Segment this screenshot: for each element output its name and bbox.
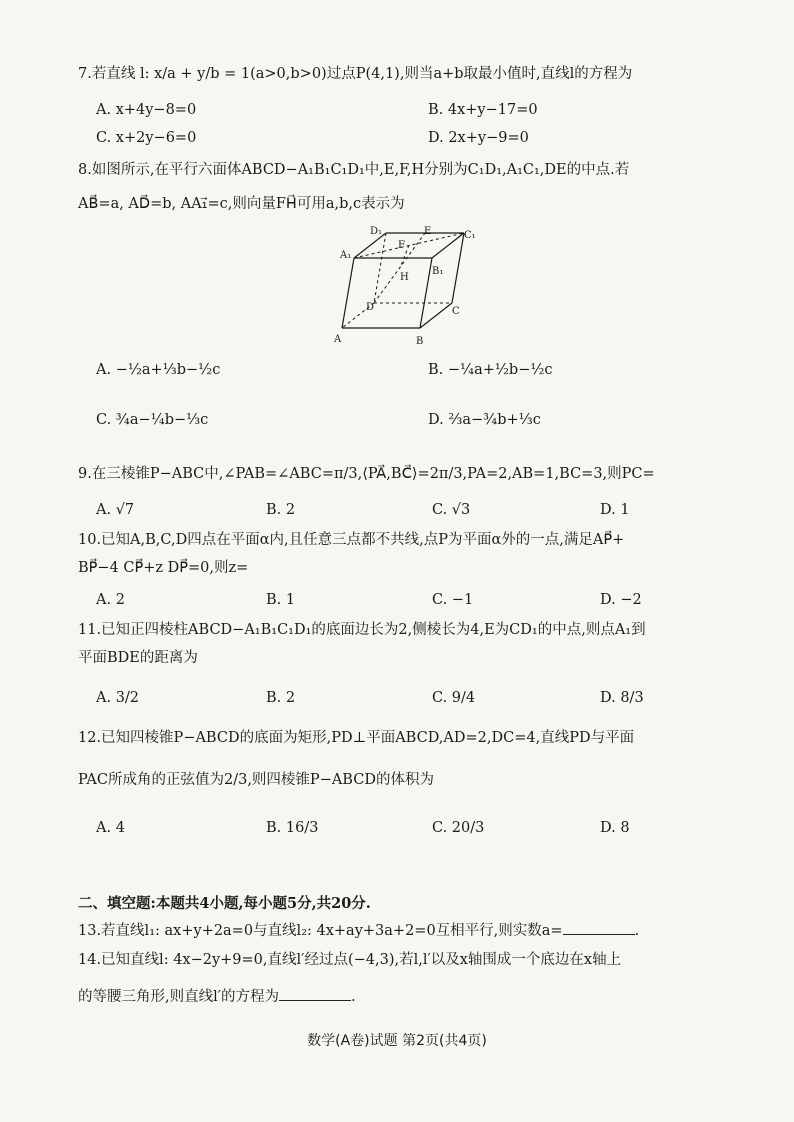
q13-answer-blank: [563, 920, 635, 935]
question-12-line1: 12.已知四棱锥P−ABCD的底面为矩形,PD⊥平面ABCD,AD=2,DC=4,直线PD与平面: [78, 730, 635, 746]
q10-option-a: A. 2: [96, 592, 125, 608]
label-e: E: [424, 226, 432, 237]
question-7-stem: 7.若直线 l: x/a + y/b = 1(a>0,b>0)过点P(4,1),则当a+b取最小值时,直线l的方程为: [78, 66, 633, 82]
question-13-text: 13.若直线l₁: ax+y+2a=0与直线l₂: 4x+ay+3a+2=0互相平行,则实数a=: [78, 923, 563, 939]
q8-option-c: C. ¾a−¼b−⅓c: [96, 412, 209, 428]
question-10-line2: BP⃗−4 CP⃗+z DP⃗=0,则z=: [78, 560, 249, 576]
q9-option-a: A. √7: [96, 502, 135, 518]
q12-option-c: C. 20/3: [432, 820, 485, 836]
q12-option-d: D. 8: [600, 820, 630, 836]
question-14-line1: 14.已知直线l: 4x−2y+9=0,直线l′经过点(−4,3),若l,l′以及x轴围成一个底边在x轴上: [78, 952, 622, 968]
question-14-line2: 的等腰三角形,则直线l′的方程为 .: [78, 986, 728, 1007]
q9-option-b: B. 2: [266, 502, 296, 518]
label-h: H: [400, 272, 409, 283]
label-f: F: [398, 240, 405, 251]
q8-option-b: B. −¼a+½b−½c: [428, 362, 553, 378]
q10-option-d: D. −2: [600, 592, 642, 608]
question-11-line2: 平面BDE的距离为: [78, 650, 198, 666]
label-c1: C₁: [464, 230, 476, 241]
question-9-stem: 9.在三棱锥P−ABC中,∠PAB=∠ABC=π/3,⟨PA⃗,BC⃗⟩=2π/3,PA=2,AB=1,BC=3,则PC=: [78, 466, 655, 482]
label-b1: B₁: [432, 266, 444, 277]
q11-option-d: D. 8/3: [600, 690, 644, 706]
q11-option-a: A. 3/2: [96, 690, 140, 706]
question-10-line1: 10.已知A,B,C,D四点在平面α内,且任意三点都不共线,点P为平面α外的一点,满足AP⃗+: [78, 532, 625, 548]
q11-option-b: B. 2: [266, 690, 296, 706]
section-2-heading: 二、填空题:本题共4小题,每小题5分,共20分.: [78, 895, 371, 912]
q7-option-c: C. x+2y−6=0: [96, 130, 197, 146]
label-d: D: [366, 302, 375, 313]
q7-option-a: A. x+4y−8=0: [96, 102, 197, 118]
q14-answer-blank: [279, 986, 351, 1001]
question-12-line2: PAC所成角的正弦值为2/3,则四棱锥P−ABCD的体积为: [78, 772, 434, 788]
q8-option-d: D. ⅔a−¾b+⅓c: [428, 412, 541, 428]
q10-option-c: C. −1: [432, 592, 474, 608]
question-8-line2: AB⃗=a, AD⃗=b, AA₁⃗=c,则向量FH⃗可用a,b,c表示为: [78, 196, 405, 212]
question-13: 13.若直线l₁: ax+y+2a=0与直线l₂: 4x+ay+3a+2=0互相平行,则实数a= .: [78, 920, 728, 941]
label-c: C: [452, 306, 460, 317]
q7-option-b: B. 4x+y−17=0: [428, 102, 538, 118]
q9-option-d: D. 1: [600, 502, 630, 518]
q11-option-c: C. 9/4: [432, 690, 476, 706]
q7-option-d: D. 2x+y−9=0: [428, 130, 529, 146]
q12-option-a: A. 4: [96, 820, 125, 836]
q10-option-b: B. 1: [266, 592, 296, 608]
q12-option-b: B. 16/3: [266, 820, 319, 836]
label-a1: A₁: [340, 250, 352, 261]
question-11-line1: 11.已知正四棱柱ABCD−A₁B₁C₁D₁的底面边长为2,侧棱长为4,E为CD₁的中点,则点A₁到: [78, 622, 646, 638]
question-14-line2-text: 的等腰三角形,则直线l′的方程为: [78, 989, 280, 1005]
page-footer: 数学(A卷)试题 第2页(共4页): [307, 1033, 487, 1049]
label-b: B: [416, 336, 424, 347]
label-a: A: [334, 334, 342, 345]
q9-option-c: C. √3: [432, 502, 471, 518]
q8-option-a: A. −½a+⅓b−½c: [96, 362, 221, 378]
question-8-line1: 8.如图所示,在平行六面体ABCD−A₁B₁C₁D₁中,E,F,H分别为C₁D₁,A₁C₁,DE的中点.若: [78, 162, 630, 178]
label-d1: D₁: [370, 226, 383, 237]
